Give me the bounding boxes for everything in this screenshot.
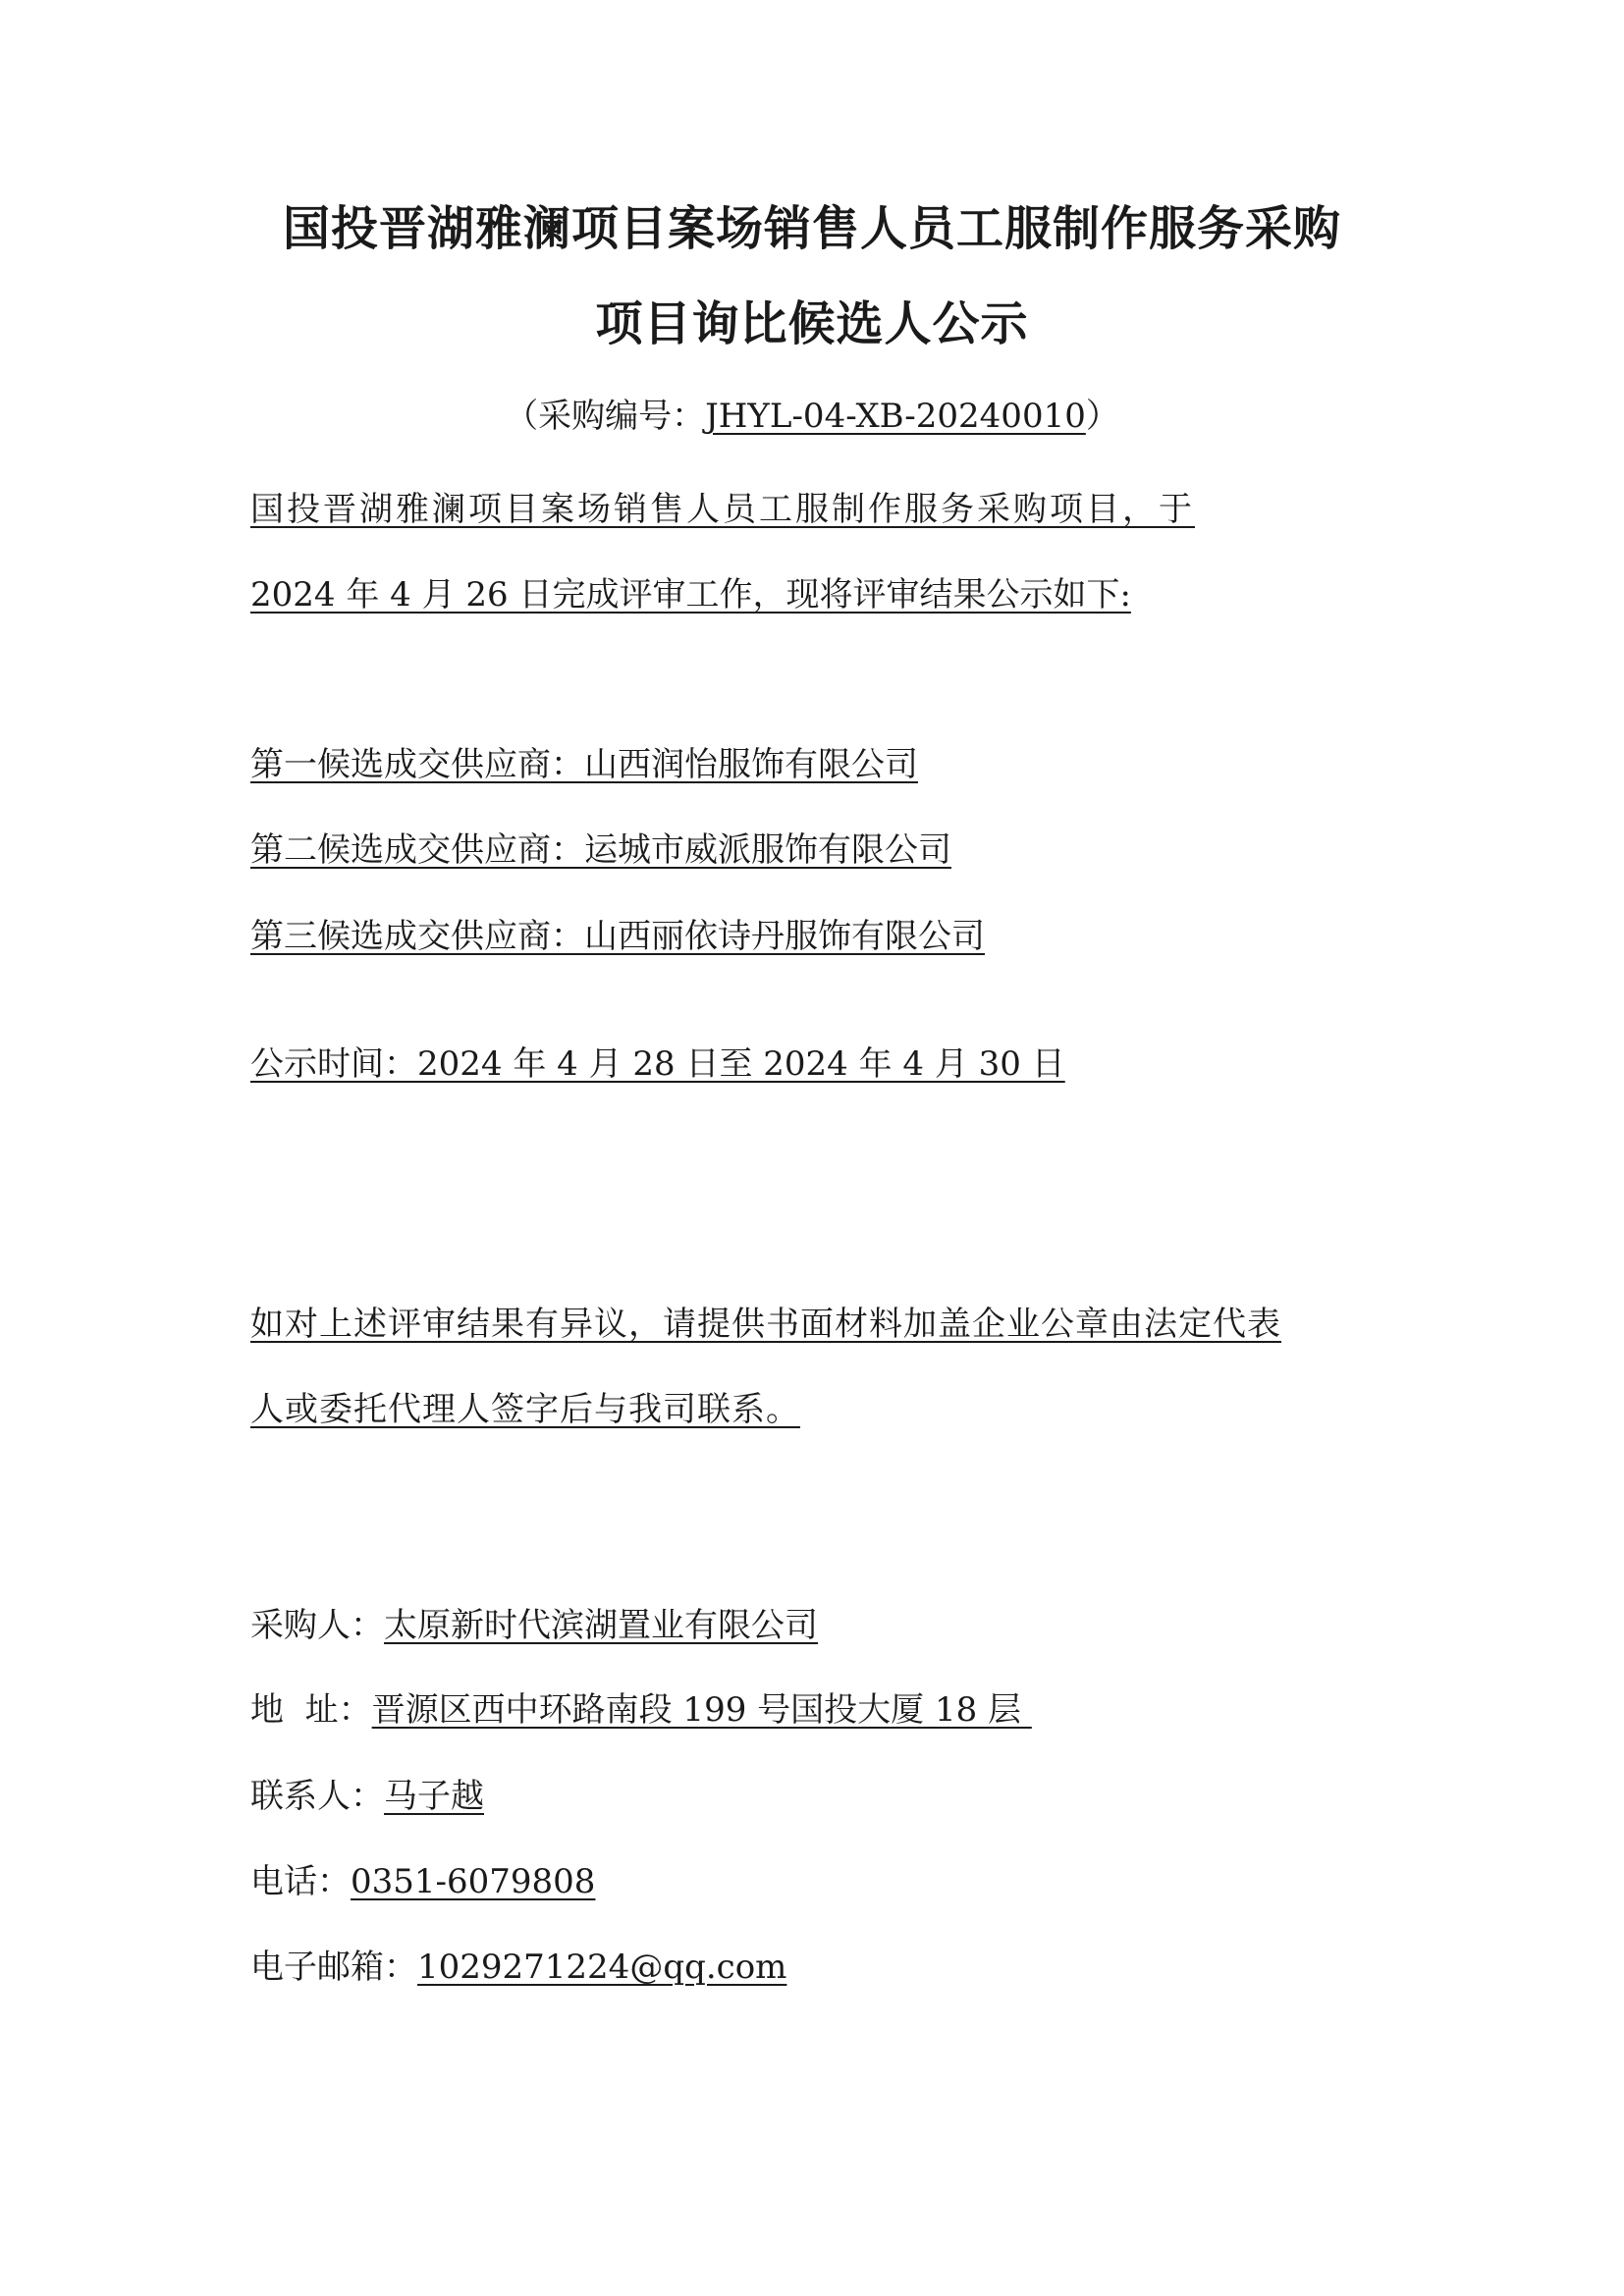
contact-value: 马子越 (384, 1777, 484, 1816)
phone-label: 电话： (250, 1862, 351, 1901)
buyer-info (250, 1602, 818, 1649)
document-title-line-1: 国投晋湖雅澜项目案场销售人员工服制作服务采购 (282, 201, 1341, 256)
address-value: 晋源区西中环路南段 199 号国投大厦 18 层 (371, 1690, 1032, 1730)
candidate-first: 第一候选成交供应商：山西润怡服饰有限公司 (250, 745, 918, 784)
procurement-code: JHYL-04-XB-20240010 (705, 397, 1086, 436)
candidate-third: 第三候选成交供应商：山西丽依诗丹服饰有限公司 (250, 917, 985, 956)
objection-notice-line-2: 人或委托代理人签字后与我司联系。 (250, 1390, 800, 1429)
buyer-value: 太原新时代滨湖置业有限公司 (384, 1606, 818, 1645)
email-value: 1029271224@qq.com (417, 1948, 787, 1987)
contact-info (250, 1773, 484, 1820)
phone-info (250, 1858, 595, 1905)
email-label: 电子邮箱： (250, 1948, 417, 1987)
address-info (250, 1686, 1032, 1734)
email-info (250, 1944, 786, 1991)
phone-value: 0351-6079808 (351, 1862, 596, 1901)
contact-label: 联系人： (250, 1777, 384, 1816)
buyer-label: 采购人： (250, 1606, 384, 1645)
objection-notice-line-1: 如对上述评审结果有异议，请提供书面材料加盖企业公章由法定代表 (250, 1305, 1281, 1344)
address-label: 地 址： (250, 1690, 372, 1730)
procurement-code-suffix: ） (1085, 397, 1119, 436)
procurement-code-line (0, 393, 1624, 440)
publicity-period: 公示时间：2024 年 4 月 28 日至 2024 年 4 月 30 日 (250, 1044, 1065, 1084)
document-title-line-2: 项目询比候选人公示 (595, 296, 1029, 351)
procurement-code-prefix: （采购编号： (505, 397, 706, 436)
intro-paragraph-line-2: 2024 年 4 月 26 日完成评审工作，现将评审结果公示如下: (250, 575, 1131, 614)
candidate-second: 第二候选成交供应商：运城市威派服饰有限公司 (250, 830, 951, 870)
intro-paragraph-line-1: 国投晋湖雅澜项目案场销售人员工服制作服务采购项目，于 (250, 490, 1195, 529)
